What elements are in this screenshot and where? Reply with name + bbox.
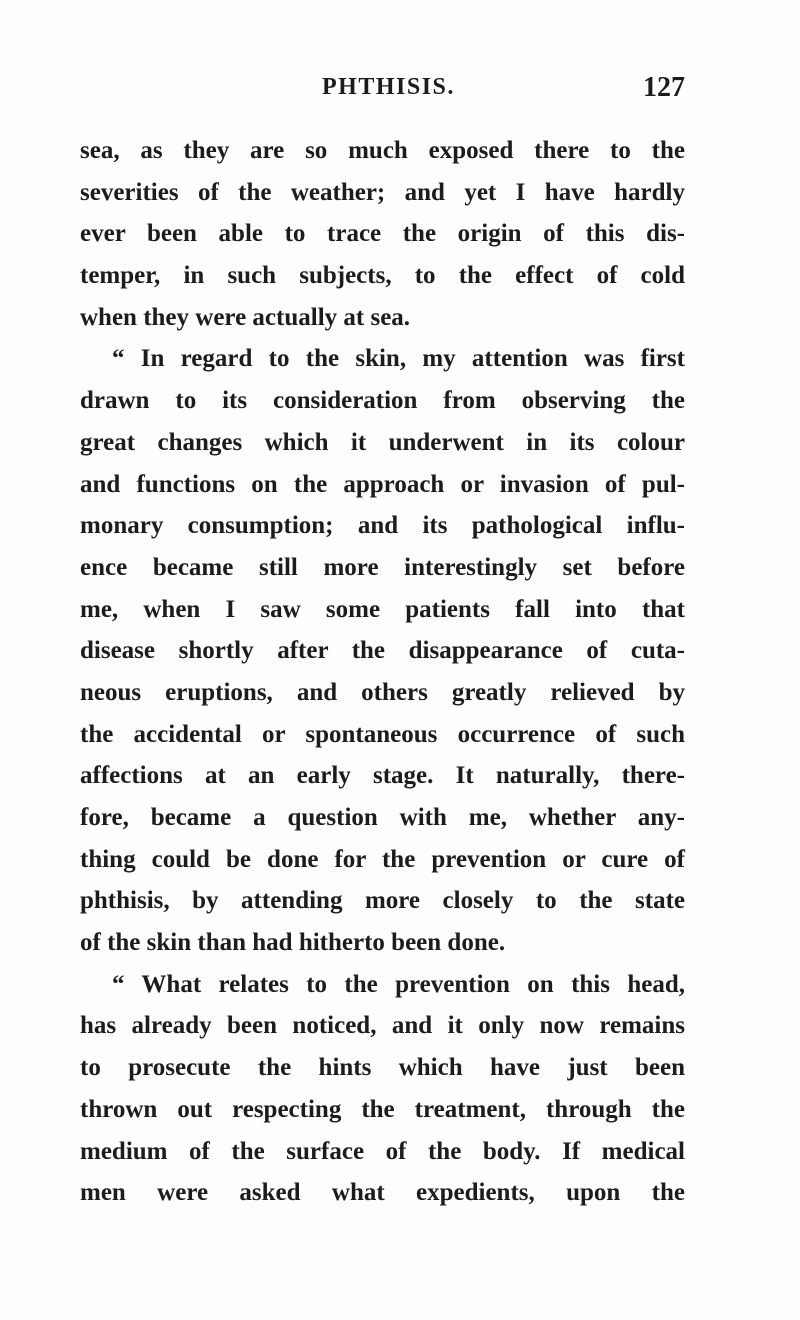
text-line: thing could be done for the prevention or cure of	[80, 845, 685, 873]
text-line: ever been able to trace the origin of this dis-	[80, 220, 685, 248]
text-line: “ What relates to the prevention on this head,	[112, 970, 685, 998]
text-line: severities of the weather; and yet I have hardly	[80, 178, 685, 206]
text-line: disease shortly after the disappearance of cuta-	[80, 637, 685, 665]
text-line: neous eruptions, and others greatly relieved by	[80, 678, 685, 706]
page-header	[80, 72, 685, 112]
text-line: medium of the surface of the body. If medical	[80, 1137, 685, 1165]
body-text	[80, 130, 685, 1214]
text-line: thrown out respecting the treatment, through the	[80, 1095, 685, 1123]
text-line: men were asked what expedients, upon the	[80, 1179, 685, 1207]
text-line: of the skin than had hitherto been done.	[80, 929, 506, 957]
text-line: me, when I saw some patients fall into that	[80, 595, 685, 623]
text-line: great changes which it underwent in its colour	[80, 428, 685, 456]
text-line: when they were actually at sea.	[80, 303, 411, 331]
text-line: drawn to its consideration from observing the	[80, 387, 685, 415]
text-line: temper, in such subjects, to the effect of cold	[80, 262, 685, 290]
text-line: has already been noticed, and it only now remains	[80, 1012, 685, 1040]
running-head: PHTHISIS.	[322, 74, 455, 100]
text-line: “ In regard to the skin, my attention was first	[112, 345, 685, 373]
text-line: affections at an early stage. It naturally, there-	[80, 762, 685, 790]
text-line: ence became still more interestingly set before	[80, 553, 685, 581]
text-line: sea, as they are so much exposed there to the	[80, 137, 685, 164]
text-line: and functions on the approach or invasion of pul-	[80, 470, 685, 498]
text-line: the accidental or spontaneous occurrence of such	[80, 720, 685, 748]
page-number: 127	[643, 72, 685, 103]
text-line: to prosecute the hints which have just been	[80, 1054, 685, 1082]
text-line: monary consumption; and its pathological influ-	[80, 512, 685, 540]
text-line: phthisis, by attending more closely to the state	[80, 887, 685, 915]
text-line: fore, became a question with me, whether any-	[80, 804, 685, 831]
